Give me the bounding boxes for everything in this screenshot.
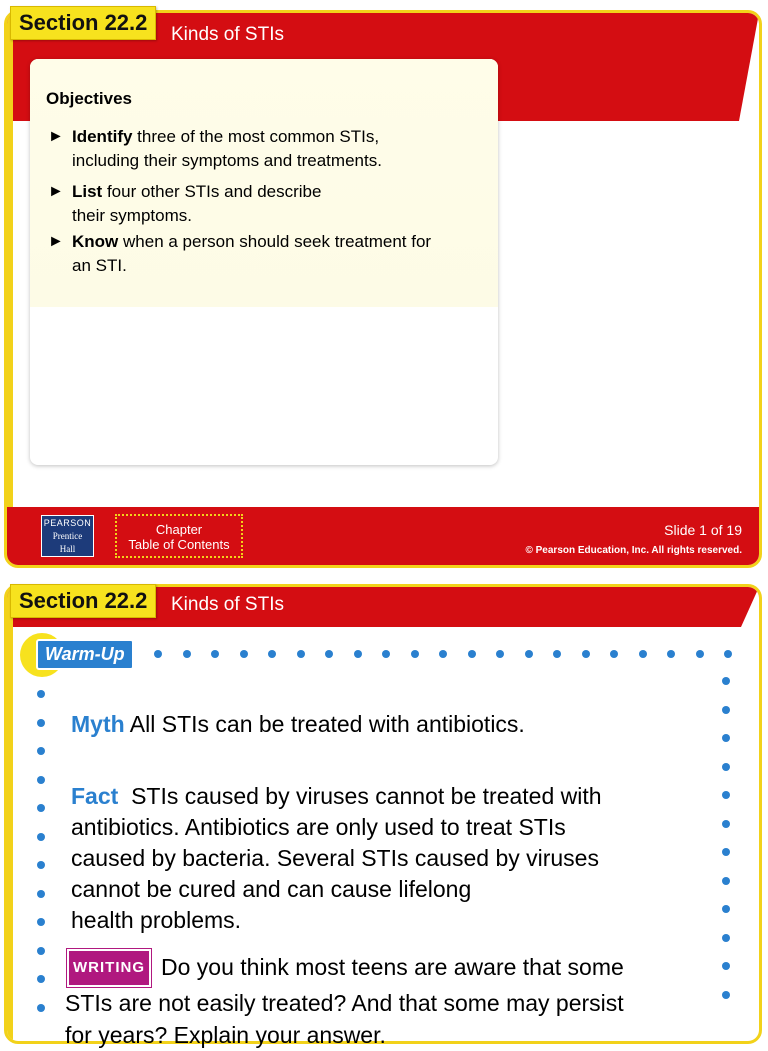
border-dot [553, 650, 561, 658]
border-dot [37, 747, 45, 755]
prentice-text: Prentice [52, 531, 83, 541]
border-dot [297, 650, 305, 658]
objective-verb: List [72, 182, 103, 201]
chapter-toc-button[interactable] [115, 514, 243, 558]
border-dot [211, 650, 219, 658]
fact-line: caused by bacteria. Several STIs caused by viruses [71, 845, 599, 871]
objective-verb: Identify [72, 127, 133, 146]
toc-line-1: Chapter [155, 522, 203, 537]
border-dot [722, 991, 730, 999]
objective-text-line2: their symptoms. [72, 206, 192, 225]
fact-line: antibiotics. Antibiotics are only used to treat STIs [71, 814, 566, 840]
myth-text: All STIs can be treated with antibiotics. [124, 711, 525, 737]
toc-line-2: Table of Contents [128, 537, 230, 552]
border-dot [325, 650, 333, 658]
triangle-bullet-icon: ► [48, 233, 64, 250]
objective-text: three of the most common STIs, [132, 127, 380, 146]
border-dot [37, 1004, 45, 1012]
border-dot [724, 650, 732, 658]
border-dot [268, 650, 276, 658]
border-dot [37, 975, 45, 983]
hall-text: Hall [59, 544, 76, 554]
slide-2-left-strip [7, 587, 13, 1041]
triangle-bullet-icon: ► [48, 128, 64, 145]
border-dot [468, 650, 476, 658]
border-dot [411, 650, 419, 658]
border-dot [722, 848, 730, 856]
section-label: Section 22.2 [10, 584, 156, 618]
border-dot [722, 791, 730, 799]
objective-text-line2: including their symptoms and treatments. [72, 151, 382, 170]
border-dot [722, 905, 730, 913]
border-dot [37, 776, 45, 784]
border-dot [722, 820, 730, 828]
border-dot [154, 650, 162, 658]
border-dot [37, 719, 45, 727]
border-dot [639, 650, 647, 658]
warm-up-label: Warm-Up [36, 639, 134, 670]
border-dot [722, 934, 730, 942]
myth-keyword: Myth [71, 711, 125, 737]
objective-text-line2: an STI. [72, 256, 127, 275]
border-dot [582, 650, 590, 658]
objectives-panel [30, 59, 498, 465]
warm-up-badge [20, 633, 144, 677]
objective-verb: Know [72, 232, 119, 251]
section-title: Kinds of STIs [171, 594, 284, 615]
border-dot [722, 877, 730, 885]
slide-1-left-strip [7, 13, 13, 565]
border-dot [37, 690, 45, 698]
border-dot [722, 677, 730, 685]
border-dot [610, 650, 618, 658]
fact-keyword: Fact [71, 783, 119, 809]
border-dot [667, 650, 675, 658]
section-label: Section 22.2 [10, 6, 156, 40]
slide-2 [0, 578, 768, 1048]
objective-text: four other STIs and describe [102, 182, 322, 201]
objectives-heading: Objectives [46, 89, 132, 108]
border-dot [722, 763, 730, 771]
border-dot [525, 650, 533, 658]
border-dot [722, 962, 730, 970]
objective-text: when a person should seek treatment for [118, 232, 432, 251]
copyright-notice: © Pearson Education, Inc. All rights reserved. [525, 545, 742, 556]
slide-number: Slide 1 of 19 [664, 522, 742, 538]
pearson-logo[interactable] [41, 515, 94, 557]
objective-item [48, 180, 488, 228]
triangle-bullet-icon: ► [48, 183, 64, 200]
writing-line: for years? Explain your answer. [65, 1022, 386, 1048]
writing-prompt [65, 949, 705, 1051]
fact-statement [71, 781, 691, 936]
border-dot [37, 804, 45, 812]
fact-line: health problems. [71, 907, 242, 933]
fact-line: STIs caused by viruses cannot be treated with [118, 783, 602, 809]
border-dot [37, 947, 45, 955]
writing-badge: WRITING [67, 949, 151, 987]
pearson-logo-text: PEARSON [43, 518, 92, 528]
writing-line: STIs are not easily treated? And that some may persist [65, 990, 624, 1016]
border-dot [183, 650, 191, 658]
border-dot [722, 706, 730, 714]
border-dot [439, 650, 447, 658]
border-dot [722, 734, 730, 742]
border-dot [37, 890, 45, 898]
border-dot [240, 650, 248, 658]
myth-statement [71, 711, 525, 738]
border-dot [354, 650, 362, 658]
fact-line: cannot be cured and can cause lifelong [71, 876, 472, 902]
border-dot [37, 861, 45, 869]
writing-line: Do you think most teens are aware that some [161, 954, 624, 980]
section-title: Kinds of STIs [171, 24, 284, 45]
border-dot [696, 650, 704, 658]
border-dot [382, 650, 390, 658]
border-dot [37, 918, 45, 926]
border-dot [496, 650, 504, 658]
border-dot [37, 833, 45, 841]
objective-item [48, 230, 488, 278]
objective-item [48, 125, 488, 173]
